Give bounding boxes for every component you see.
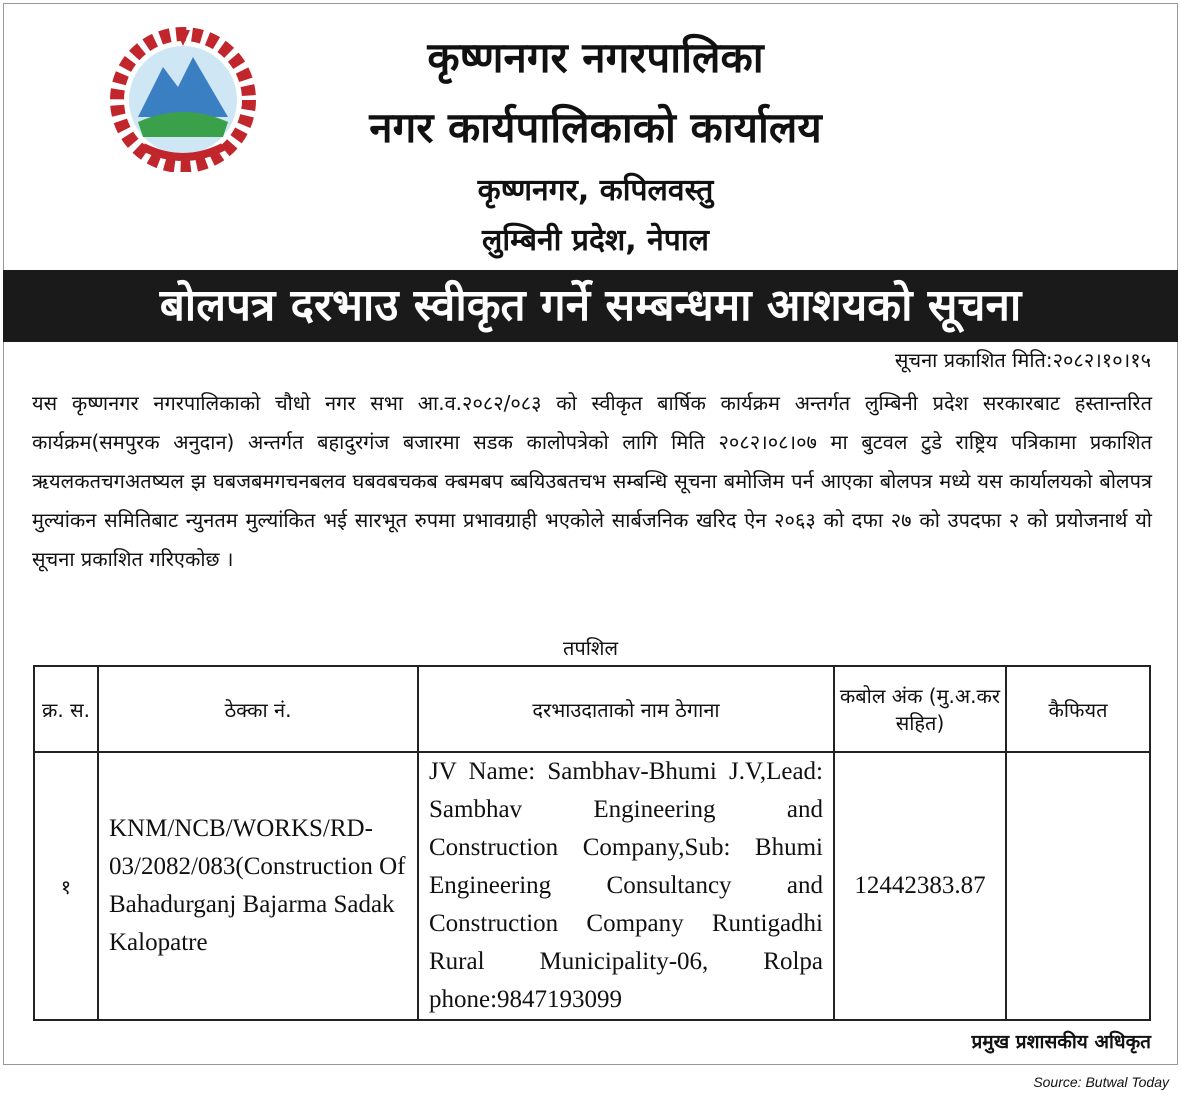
office-location: कृष्णनगर, कपिलवस्तु [477,173,714,208]
header-contract-no: ठेक्का नं. [98,666,418,752]
office-name: नगर कार्यपालिकाको कार्यालय [369,103,822,152]
notice-body: यस कृष्णनगर नगरपालिकाको चौधो नगर सभा आ.व.२०८२/०८३ को स्वीकृत बार्षिक कार्यक्रम अन्तर्गत लुम्बिनी प्रदेश सरकारबाट हस्तान्तरित कार्यक्रम(समपुरक अनुदान) अन्तर्गत बहादुरगंज बजारमा सडक कालोपत्रेको लागि मिति २०८२।०८।०७ मा बुटवल टुडे राष्ट्रिय पत्रिकामा प्रकाशित ऋयलकतचगअतष्यल झ घबजबमगचनबलव घबवबचकब क्बमबप ब्बयिउबतचभ सम्बन्धि सूचना बमोजिम पर्न आएका बोलपत्र मध्ये यस कार्यालयको बोलपत्र मुल्यांकन समितिबाट न्युनतम मुल्यांकित भई सारभूत रुपमा प्रभावग्राही भएकोले सार्बजनिक खरिद ऐन २०६३ को दफा २७ को उपदफा २ को प्रयोजनार्थ यो सूचना प्रकाशित गरिएकोछ । [32,391,1152,571]
cell-sn: १ [34,752,98,1020]
table-row [34,752,1150,1020]
source-credit: Source: Butwal Today [1033,1074,1169,1090]
cell-remarks [1006,752,1150,1020]
table-title: तपशिल [562,636,619,660]
header-bidder: दरभाउदाताको नाम ठेगाना [418,666,834,752]
header-remarks: कैफियत [1006,666,1150,752]
header-amount: कबोल अंक (मु.अ.कर सहित) [834,666,1006,752]
signatory-title: प्रमुख प्रशासकीय अधिकृत [971,1031,1151,1053]
cell-bidder: JV Name: Sambhav-Bhumi J.V,Lead: Sambhav Engineering and Construction Company,Sub: Bhumi Engineering Consultancy and Construction Company Runtigadhi Rural Municipality-06, Rolpa phone:9847193099 [418,752,834,1020]
bid-table [33,665,1151,1021]
notice-title-banner: बोलपत्र दरभाउ स्वीकृत गर्ने सम्बन्धमा आशयको सूचना [3,270,1178,342]
header-sn: क्र. स. [34,666,98,752]
table-header-row [34,666,1150,752]
nepal-emblem-icon [108,22,258,172]
publish-date: सूचना प्रकाशित मिति:२०८२।१०।१५ [894,348,1151,372]
cell-amount: 12442383.87 [834,752,1006,1020]
municipality-name: कृष्णनगर नगरपालिका [427,33,764,82]
province-country: लुम्बिनी प्रदेश, नेपाल [482,223,709,258]
cell-contract-no: KNM/NCB/WORKS/RD-03/2082/083(Construction Of Bahadurganj Bajarma Sadak Kalopatre [98,752,418,1020]
